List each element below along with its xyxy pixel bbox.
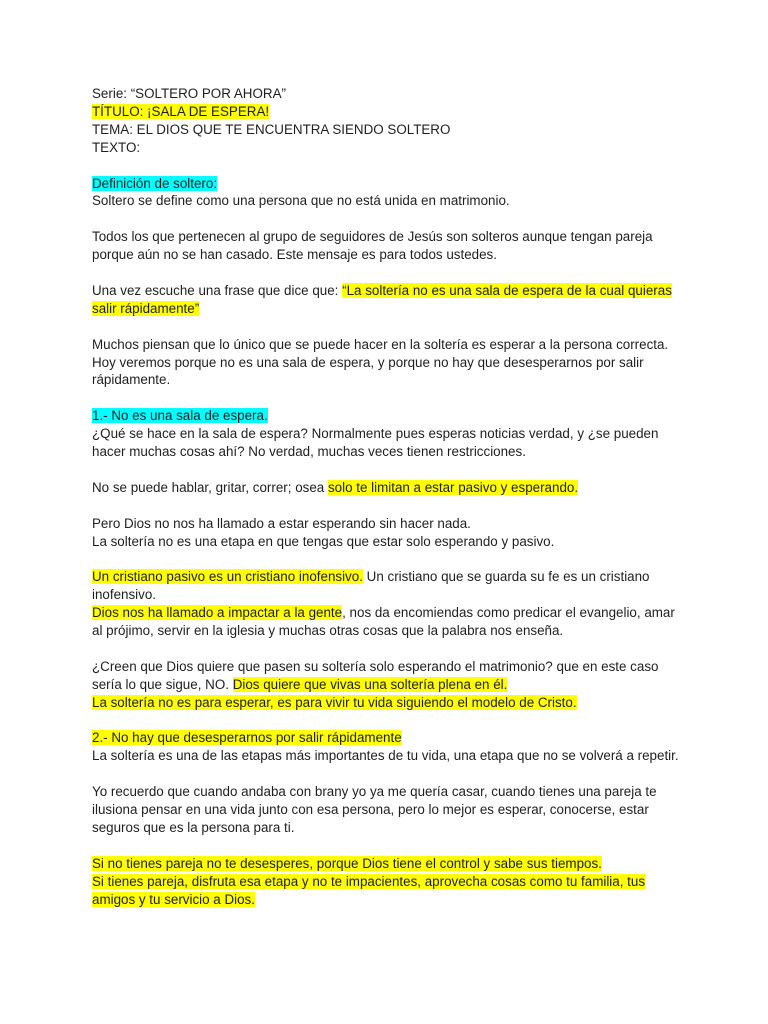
section2-paragraph-1: La soltería es una de las etapas más importantes de tu vida, una etapa que no se volverá a repetir. — [92, 748, 679, 764]
paragraph-phrase — [92, 282, 682, 318]
section1-p6-highlight: Dios quiere que vivas una soltería plena en él. — [232, 676, 508, 692]
series-line: Serie: “SOLTERO POR AHORA” — [92, 86, 286, 101]
phrase-intro: Una vez escuche una frase que dice que: — [92, 282, 343, 298]
section1-p7-highlight: La soltería no es para esperar, es para vivir tu vida siguiendo el modelo de Cristo. — [92, 694, 577, 710]
definition-heading: Definición de soltero: — [92, 175, 218, 191]
section1-p6-plain: ¿Creen que Dios quiere que pasen su soltería solo esperando el matrimonio? que en este caso sería lo que sigue, NO. — [92, 658, 659, 692]
section1-paragraph-3a: Pero Dios no nos ha llamado a estar esperando sin hacer nada. — [92, 515, 471, 531]
text-line: TEXTO: — [92, 139, 141, 155]
section1-paragraph-1: ¿Qué se hace en la sala de espera? Normalmente pues esperas noticias verdad, y ¿se pueden hacer muchas cosas ahí? No verdad, muchas veces tienen restricciones. — [92, 426, 659, 460]
section1-p5-highlight: Dios nos ha llamado a impactar a la gente — [92, 605, 343, 621]
section2-p4-highlight: Si tienes pareja, disfruta esa etapa y no te impacientes, aprovecha cosas como tu familia, tus amigos y tu servicio a Dios. — [92, 873, 646, 907]
title-line: TÍTULO: ¡SALA DE ESPERA! — [92, 103, 270, 119]
section1-paragraph-5 — [92, 604, 682, 640]
section2-p3-highlight: Si no tienes pareja no te desesperes, porque Dios tiene el control y sabe sus tiempos. — [92, 855, 602, 871]
section2-paragraph-2: Yo recuerdo que cuando andaba con brany yo ya me quería casar, cuando tienes una pareja te ilusiona pensar en una vida junto con esa persona, pero lo mejor es esperar, conocerse, estar seguros que es la persona para ti. — [92, 784, 657, 835]
section2-heading: 2.- No hay que desesperarnos por salir rápidamente — [92, 730, 402, 746]
section1-paragraph-4 — [92, 568, 682, 604]
section1-p4-highlight: Un cristiano pasivo es un cristiano inofensivo. — [92, 569, 363, 585]
definition-text: Soltero se define como una persona que no está unida en matrimonio. — [92, 193, 510, 209]
section1-heading: 1.- No es una sala de espera. — [92, 408, 268, 424]
document-page — [92, 85, 682, 909]
theme-line: TEMA: EL DIOS QUE TE ENCUENTRA SIENDO SOLTERO — [92, 121, 451, 137]
section1-p2-plain: No se puede hablar, gritar, correr; osea — [92, 479, 328, 495]
paragraph-today: Hoy veremos porque no es una sala de espera, y porque no hay que desesperarnos por salir rápidamente. — [92, 354, 644, 388]
section1-p2-highlight: solo te limitan a estar pasivo y esperando. — [327, 479, 579, 495]
section1-paragraph-2 — [92, 479, 682, 497]
section1-paragraph-6 — [92, 658, 682, 694]
paragraph-many-think: Muchos piensan que lo único que se puede hacer en la soltería es esperar a la persona correcta. — [92, 336, 669, 352]
paragraph-followers: Todos los que pertenecen al grupo de seguidores de Jesús son solteros aunque tengan pareja porque aún no se han casado. Este mensaje es para todos ustedes. — [92, 229, 653, 263]
section1-p4-plain: Un cristiano que se guarda su fe es un cristiano inofensivo. — [92, 569, 650, 603]
phrase-quote: “La soltería no es una sala de espera de la cual quieras salir rápidamente” — [92, 282, 672, 316]
section1-p5-plain: , nos da encomiendas como predicar el evangelio, amar al prójimo, servir en la iglesia y muchas otras cosas que la palabra nos enseña. — [92, 605, 675, 639]
section1-paragraph-3b: La soltería no es una etapa en que tengas que estar solo esperando y pasivo. — [92, 533, 555, 549]
